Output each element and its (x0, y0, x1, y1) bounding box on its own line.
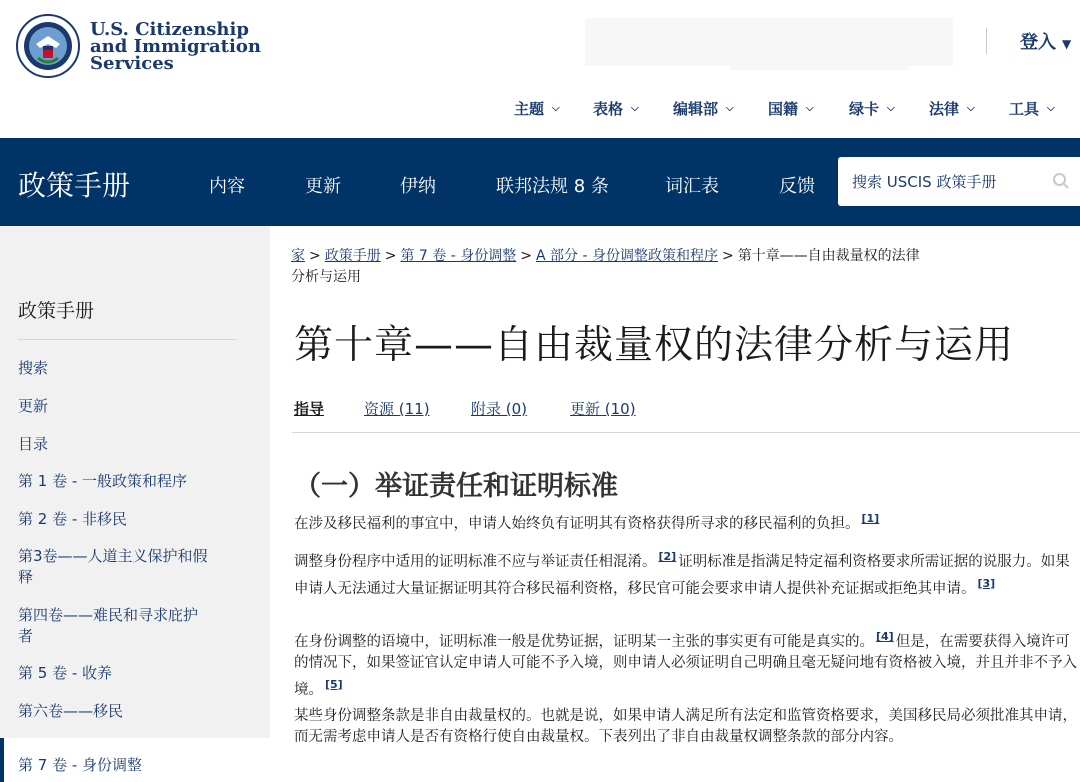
sidebar-item-volume-2[interactable]: 第 2 卷 - 非移民 (18, 510, 128, 528)
policy-nav-feedback[interactable]: 反馈 (779, 176, 815, 197)
top-nav-topics[interactable] (514, 98, 560, 119)
top-nav-tools[interactable] (1009, 98, 1055, 119)
site-header (0, 0, 1080, 138)
policy-nav-contents[interactable]: 内容 (209, 176, 245, 197)
top-nav-citizenship[interactable] (768, 98, 814, 119)
paragraph-3 (294, 626, 1080, 701)
top-nav-label: 编辑部 (673, 100, 719, 118)
policy-nav-updates[interactable]: 更新 (305, 176, 341, 197)
tab-guidance[interactable]: 指导 (294, 400, 325, 418)
paragraph-text: 在身份调整的语境中，证明标准一般是优势证据，证明某一主张的事实更有可能是真实的。 (294, 633, 874, 650)
caret-down-icon: ▼ (1062, 37, 1072, 51)
chevron-down-icon: ⌵ (726, 103, 734, 114)
redacted-area-2 (730, 62, 908, 70)
top-nav (0, 98, 1080, 124)
tab-updates[interactable]: 更新 (10) (570, 400, 636, 418)
sidebar-title: 政策手册 (18, 300, 95, 322)
chevron-down-icon: ⌵ (552, 103, 560, 114)
search-icon[interactable] (1052, 172, 1070, 190)
sidebar-item-volume-6[interactable]: 第六卷——移民 (18, 702, 124, 720)
top-nav-label: 绿卡 (849, 100, 880, 118)
breadcrumb-policy-manual[interactable]: 政策手册 (324, 248, 381, 264)
sidebar-item-volume-7-active[interactable] (0, 738, 270, 782)
sidebar-item-volume-3[interactable]: 第3卷——人道主义保护和假释 (18, 547, 208, 586)
breadcrumb: 家 > 政策手册 > 第 7 卷 - 身份调整 > A 部分 - 身份调整政策和程序 > 第十章——自由裁量权的法律分析与运用 (291, 248, 920, 285)
top-nav-green-card[interactable] (849, 98, 895, 119)
breadcrumb-part[interactable]: A 部分 - 身份调整政策和程序 (535, 248, 718, 264)
footnote-link[interactable]: [4] (876, 630, 894, 643)
chevron-down-icon: ⌵ (806, 103, 814, 114)
chevron-down-icon: ⌵ (967, 103, 975, 114)
paragraph-text: 证明标准是指满足特定福利资格要求所需证据的说服力。如果申请人无法通过大量证据证明其符合移民福利资格，移民官可能会要求申请人提供补充证据或拒绝其申请。 (294, 553, 1070, 597)
footnote-link[interactable]: [5] (325, 677, 343, 691)
paragraph-2 (294, 546, 1080, 600)
sidebar-item-volume-1[interactable]: 第 1 卷 - 一般政策和程序 (18, 472, 188, 490)
sidebar-item-volume-4[interactable]: 第四卷——难民和寻求庇护者 (18, 606, 199, 645)
top-nav-forms[interactable] (593, 98, 639, 119)
breadcrumb-current: 第十章——自由裁量权的法律分析与运用 (291, 248, 920, 285)
footnote-link[interactable]: [3] (977, 576, 996, 590)
dhs-seal-icon (16, 14, 80, 78)
policy-nav-8cfr[interactable]: 联邦法规 8 条 (496, 176, 609, 197)
login-menu[interactable] (1020, 28, 1071, 54)
top-nav-label: 工具 (1009, 100, 1040, 118)
sidebar (0, 226, 270, 782)
policy-manual-bar (0, 138, 1080, 226)
sidebar-item-toc[interactable]: 目录 (18, 435, 49, 453)
paragraph-text: 调整身份程序中适用的证明标准不应与举证责任相混淆。 (294, 553, 657, 570)
top-nav-newsroom[interactable] (673, 98, 734, 119)
tab-resources[interactable]: 资源 (11) (364, 400, 430, 418)
header-divider (986, 28, 987, 54)
agency-name-line-3: Services (90, 52, 174, 74)
page-title: 第十章——自由裁量权的法律分析与运用 (294, 323, 1015, 368)
paragraph-text: 但是，在需要获得入境许可的情况下，如果签证官认定申请人可能不予入境，则申请人必须证明自己明确且毫无疑问地有资格被入境，并且并非不予入境。 (294, 633, 1077, 698)
redacted-area (585, 18, 953, 66)
chevron-down-icon: ⌵ (631, 103, 639, 114)
policy-manual-title[interactable]: 政策手册 (18, 169, 131, 202)
sidebar-item-search[interactable]: 搜索 (18, 359, 49, 377)
policy-search-input[interactable] (838, 173, 1038, 191)
login-label: 登入 (1020, 32, 1056, 53)
sidebar-active-label: 第 7 卷 - 身份调整 (18, 756, 143, 774)
agency-name-line-1: U.S. Citizenship (90, 18, 249, 40)
paragraph-text: 在涉及移民福利的事宜中，申请人始终负有证明其有资格获得所寻求的移民福利的负担。 (294, 515, 860, 532)
top-nav-label: 法律 (929, 100, 960, 118)
section-title: （一）举证责任和证明标准 (294, 471, 618, 502)
footnote-link[interactable]: [1] (861, 512, 880, 525)
footnote-link[interactable]: [2] (658, 550, 677, 563)
agency-name-line-2: and Immigration (90, 35, 261, 57)
chevron-down-icon: ⌵ (1047, 103, 1055, 114)
chevron-down-icon: ⌵ (887, 103, 895, 114)
breadcrumb-volume[interactable]: 第 7 卷 - 身份调整 (400, 248, 517, 264)
top-nav-laws[interactable] (929, 98, 975, 119)
tab-appendices[interactable]: 附录 (0) (471, 400, 528, 418)
top-nav-label: 国籍 (768, 100, 799, 118)
policy-search-box (838, 157, 1080, 206)
breadcrumb-home[interactable]: 家 (291, 248, 305, 264)
policy-nav-glossary[interactable]: 词汇表 (665, 176, 719, 197)
policy-nav-ina[interactable]: 伊纳 (400, 176, 436, 197)
sidebar-item-volume-5[interactable]: 第 5 卷 - 收养 (18, 664, 113, 682)
sidebar-divider (18, 339, 236, 340)
tabs-divider (292, 432, 1080, 433)
sidebar-item-updates[interactable]: 更新 (18, 397, 49, 415)
top-nav-label: 表格 (593, 100, 624, 118)
top-nav-label: 主题 (514, 100, 545, 118)
uscis-logo[interactable] (16, 14, 261, 78)
paragraph-1 (294, 508, 1080, 535)
paragraph-4: 某些身份调整条款是非自由裁量权的。也就是说，如果申请人满足所有法定和监管资格要求，美国移民局必须批准其申请，而无需考虑申请人是否有资格行使自由裁量权。下表列出了非自由裁量权调整条款的部分内容。 (294, 708, 1077, 745)
